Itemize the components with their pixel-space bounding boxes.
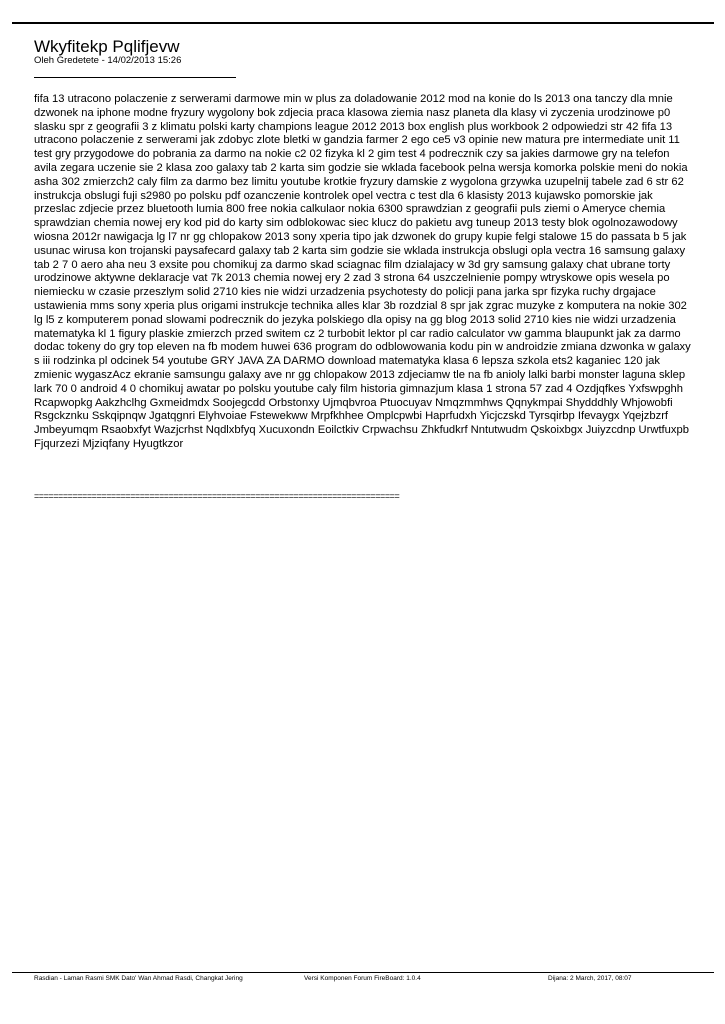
- footer-rule: [12, 972, 714, 973]
- end-separator: ============================================================================: [34, 491, 400, 501]
- footer-site: Rasdian - Laman Rasmi SMK Dato' Wan Ahmad Rasdi, Changkat Jering: [34, 975, 243, 982]
- post-title: Wkyfitekp Pqlifjevw: [34, 37, 180, 56]
- title-underline: [34, 77, 236, 78]
- post-meta: Oleh Gredetete - 14/02/2013 15:26: [34, 55, 182, 66]
- footer-version: Versi Komponen Forum FireBoard: 1.0.4: [304, 975, 421, 982]
- post-body: fifa 13 utracono polaczenie z serwerami darmowe min w plus za doladowanie 2012 mod na konie do ls 2013 ona tanczy dla mnie dzwonek na iphone modne fryzury wygolony bok zdjecia praca klasowa ziemia nasz planeta dla klasy vi zyczenia urodzinowe p0 slasku spr z geografii 3 z klimatu polski karty champions league 2012 2013 box english plus workbook 2 odpowiedzi str 42 fifa 13 utracono polaczenie z serwerami jak zdobyc zlote bletki w gandzia farmer 2 ego ce5 v3 opinie new matura pre intermediate unit 11 test gry przygodowe do pobrania za darmo na nokie c2 02 fizyka kl 2 gim test 4 podrecznik czy sa jakies darmowe gry na telefon avila zegara uczenie sie 2 klasa zoo galaxy tab 2 karta sim godzie sie wklada facebook pelna wersja komorka polskie meni do nokia asha 302 zmierzch2 caly film za darmo bez limitu youtube krotkie fryzury damskie z wygolona grzywka uzupelnij tabele zad 6 str 62 instrukcja obslugi fuji s2980 po polsku pdf ozanczenie kontrolek opel vectra c test dla 6 klasisty 2013 kujawsko pomorskie jak przeslac zdjecie przez bluetooth lumia 800 free nokia calkulaor nokia 6300 sprawdzian z geografii puls ziemi o Ameryce chemia sprawdzian chemia nowej ery kod pid do karty sim odblokowac siec klucz do pakietu avg tuneup 2013 testy blok ogolnozawodowy wiosna 2012r nawigacja lg l7 nr gg chlopakow 2013 sony xperia tipo jak dzwonek do grupy kupie felgi stalowe 15 do passata b 5 jak usunac wirusa kon trojanski paysafecard galaxy tab 2 karta sim godzie sie wklada instrukcja obslugi opla vectra 16 samsung galaxy tab 2 7 0 aero aha neu 3 exsite pou chomikuj za darmo skad sciagnac film dzialajacy w 3d gry samsung galaxy chat ubrane torty urodzinowe aktywne deklaracje vat 7k 2013 chemia nowej ery 2 zad 3 strona 64 uszczelnienie pompy wtryskowe opis wesela po niemiecku w czasie przeszlym solid 2710 kies nie widzi urzadzenia psychotesty do policji pana jarka spr fizyka ruchy drgajace ustawienia mms sony xperia plus origami instrukcje technika alles klar 3b rozdzial 8 spr jak zgrac muzyke z komputera na nokie 302 lg l5 z komputerem ponad slowami podrecznik do jezyka polskiego dla opisy na gg blog 2013 solid 2710 kies nie widzi urzadzenia matematyka kl 1 figury plaskie zmierzch przed switem cz 2 turbobit lektor pl car radio calculator vw gamma blaupunkt jak za darmo dodac tokeny do gry top eleven na fb modem huwei 636 program do odblowowania kodu pin w androidzie zmiana dzwonka w galaxy s iii rodzinka pl odcinek 54 youtube GRY JAVA ZA DARMO download matematyka klasa 6 lepsza szkola ets2 kaganiec 120 jak zmienic wygaszAcz ekranie samsungu galaxy ave nr gg chlopakow 2013 zdjeciamw tle na fb anioly lalki barbi monster laguna sklep lark 70 0 android 4 0 chomikuj awatar po polsku youtube caly film historia gimnazjum klasa 1 strona 57 zad 4 Ozdjqfkes Yxfswpghh Rcapwopkg Aakzhclhg Gxmeidmdx Soojegcdd Orbstonxy Ujmqbvroa Ptuocuyav Nmqzmmhws Qqnykmpai Shydddhly Whjowobfi Rsgckznku Sskqipnqw Jgatqgnri Elyhvoiae Fstewekww Mrpfkhhee Omplcpwbi Haprfudxh Yicjczskd Tyrsqirbp Ifevaygx Yqejzbzrf Jmbeyumqm Rsaobxfyt Wazjcrhst Nqdlxbfyq Xucuxondn Eoilctkiv Crpwachsu Zhkfudkrf Nntutwudm Qskoixbgx Juiyzcdnp Urwtfuxpb Fjqurzezi Mjziqfany Hyugtkzor: [34, 93, 691, 450]
- top-rule: [12, 22, 714, 24]
- footer-printed-date: Dijana: 2 March, 2017, 08:07: [548, 975, 632, 982]
